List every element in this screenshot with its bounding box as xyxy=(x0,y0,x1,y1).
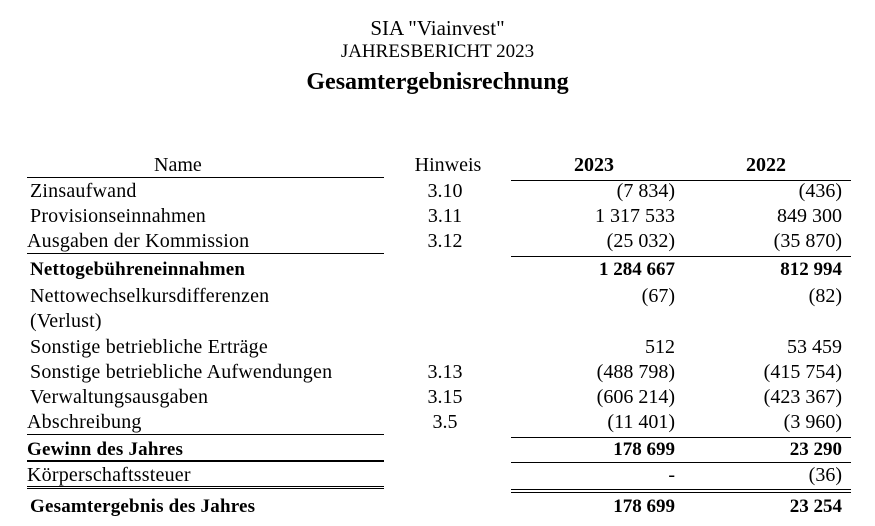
column-header-2023: 2023 xyxy=(574,154,614,176)
row-value-2023: 178 699 xyxy=(613,439,675,460)
row-value-2022: (36) xyxy=(808,464,842,486)
row-value-2022: (3 960) xyxy=(783,411,842,433)
row-note: 3.15 xyxy=(427,386,463,408)
row-value-2023: 512 xyxy=(645,336,675,358)
row-value-2022: (423 367) xyxy=(763,386,842,408)
row-value-2023: (25 032) xyxy=(606,230,675,252)
table-row xyxy=(0,385,875,410)
row-value-2022: 23 254 xyxy=(789,496,842,517)
row-value-2023: (606 214) xyxy=(596,386,675,408)
report-title: JAHRESBERICHT 2023 xyxy=(340,41,535,62)
column-header-2022: 2022 xyxy=(746,154,786,176)
row-note: 3.5 xyxy=(432,411,458,433)
row-label: Abschreibung xyxy=(27,411,142,433)
row-value-2023: 1 317 533 xyxy=(595,205,675,227)
row-label: Gesamtergebnis des Jahres xyxy=(30,496,256,517)
row-note: 3.12 xyxy=(427,230,463,252)
table-row xyxy=(0,179,875,204)
row-label: Gewinn des Jahres xyxy=(27,439,184,460)
row-divider xyxy=(27,460,384,462)
row-value-2023: 178 699 xyxy=(613,496,675,517)
row-label: Ausgaben der Kommission xyxy=(27,230,250,252)
table-row xyxy=(0,360,875,385)
row-divider xyxy=(27,488,384,489)
row-note: 3.10 xyxy=(427,180,463,202)
row-value-2022: 23 290 xyxy=(789,439,842,460)
company-name: SIA "Viainvest" xyxy=(370,16,505,40)
table-row xyxy=(0,309,875,334)
row-label: Zinsaufwand xyxy=(30,180,137,202)
table-row-subtotal xyxy=(0,257,875,282)
row-label: Sonstige betriebliche Erträge xyxy=(30,336,268,358)
table-row-subtotal xyxy=(0,437,875,462)
row-value-2022: 849 300 xyxy=(777,205,842,227)
table-row xyxy=(0,284,875,309)
table-row xyxy=(0,204,875,229)
row-label: Körperschaftssteuer xyxy=(27,464,191,486)
statement-title: Gesamtergebnisrechnung xyxy=(306,69,569,95)
row-value-2023: - xyxy=(668,464,675,486)
row-divider xyxy=(27,486,384,487)
row-value-2022: (415 754) xyxy=(763,361,842,383)
row-label: (Verlust) xyxy=(30,310,102,332)
column-header-name: Name xyxy=(154,154,202,176)
row-note: 3.11 xyxy=(427,205,463,227)
row-value-2023: (488 798) xyxy=(596,361,675,383)
row-label: Nettogebühreneinnahmen xyxy=(30,259,246,280)
table-row xyxy=(0,410,875,435)
row-note: 3.13 xyxy=(427,361,463,383)
row-label: Nettowechselkursdifferenzen xyxy=(30,285,270,307)
column-header-note: Hinweis xyxy=(414,154,482,176)
row-value-2023: (67) xyxy=(641,285,675,307)
row-divider xyxy=(27,253,384,254)
row-value-2022: 53 459 xyxy=(787,336,842,358)
row-label: Provisionseinnahmen xyxy=(30,205,207,227)
row-value-2022: (35 870) xyxy=(773,230,842,252)
header-underline-name xyxy=(27,177,384,178)
row-divider xyxy=(511,492,851,493)
row-value-2022: (82) xyxy=(808,285,842,307)
row-value-2023: 1 284 667 xyxy=(599,259,675,280)
table-row xyxy=(0,463,875,488)
table-row xyxy=(0,335,875,360)
row-label: Verwaltungsausgaben xyxy=(30,386,209,408)
row-label: Sonstige betriebliche Aufwendungen xyxy=(30,361,333,383)
row-divider xyxy=(27,434,384,435)
row-divider xyxy=(511,489,851,490)
row-value-2022: 812 994 xyxy=(780,259,842,280)
table-row xyxy=(0,229,875,254)
table-row-total xyxy=(0,494,875,519)
row-value-2023: (11 401) xyxy=(607,411,675,433)
row-value-2023: (7 834) xyxy=(616,180,675,202)
row-value-2022: (436) xyxy=(798,180,842,202)
